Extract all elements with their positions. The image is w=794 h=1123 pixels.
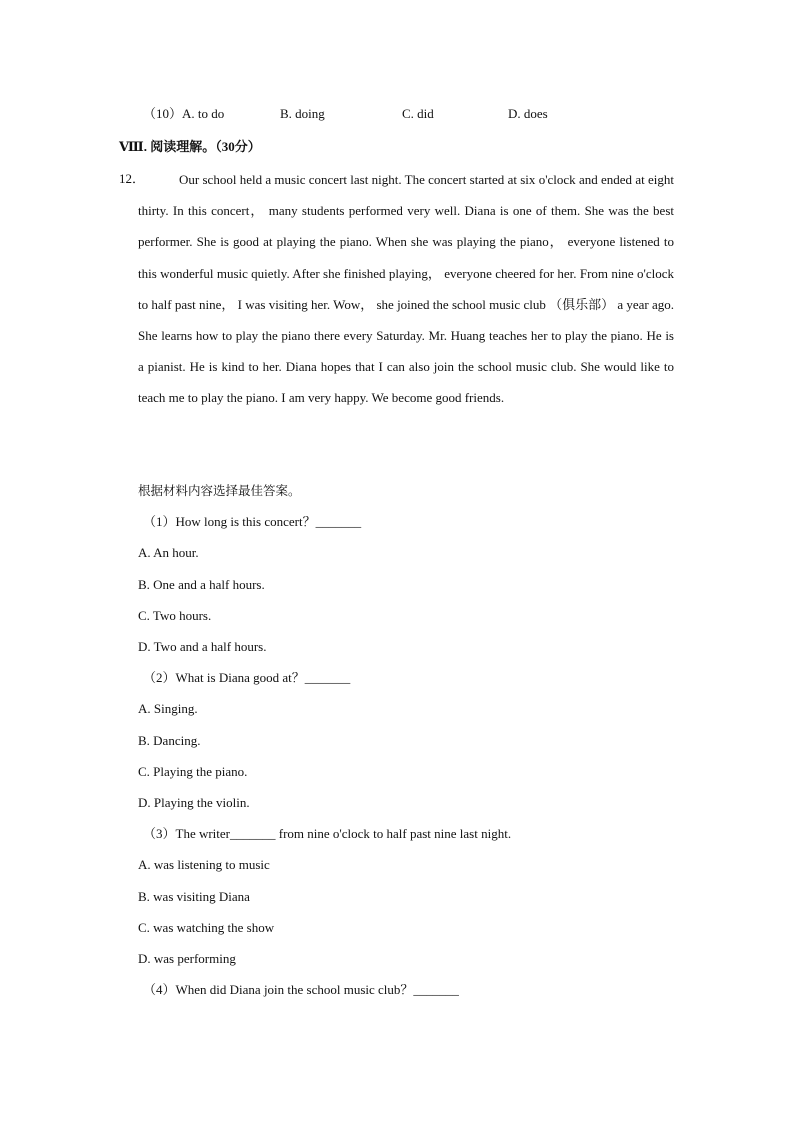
question-2-stem: （2）What is Diana good at？_______	[143, 670, 351, 685]
prev-question-number-and-option-a	[143, 106, 224, 122]
option-a: A. to do	[182, 106, 225, 121]
prev-question-number: （10）	[143, 106, 183, 121]
instruction: 根据材料内容选择最佳答案。	[138, 483, 301, 498]
section-title: Ⅷ. 阅读理解。（30分）	[119, 139, 261, 154]
question-number: 12．	[119, 171, 146, 186]
q2-option-c: C. Playing the piano.	[138, 764, 248, 779]
passage-text: Our school held a music concert last night. The concert started at six o'clock and ended at eight thirty. In this concert， many students performed very well. Diana is one of them. She was the best performer. She is good at playing the piano. When she was playing the piano， everyone listened to this wonderful music quietly. After she finished playing， everyone cheered for her. From nine o'clock to half past nine， I was visiting her. Wow， she joined the school music club （俱乐部） a year ago. She learns how to play the piano there every Saturday. Mr. Huang teaches her to play the piano. He is a pianist. He is kind to her. Diana hopes that I can also join the school music club. She would like to teach me to play the piano. I am very happy. We become good friends.	[138, 172, 674, 406]
q3-option-c: C. was watching the show	[138, 920, 275, 935]
option-c: C. did	[402, 106, 434, 121]
q3-option-d: D. was performing	[138, 951, 236, 966]
reading-passage	[138, 164, 674, 414]
q3-option-a: A. was listening to music	[138, 857, 270, 872]
q2-option-d: D. Playing the violin.	[138, 795, 250, 810]
q2-option-b: B. Dancing.	[138, 733, 201, 748]
q1-option-c: C. Two hours.	[138, 608, 212, 623]
question-4-stem: （4）When did Diana join the school music club？_______	[143, 982, 459, 997]
q3-option-b: B. was visiting Diana	[138, 889, 250, 904]
question-1-stem: （1）How long is this concert？_______	[143, 514, 362, 529]
q1-option-d: D. Two and a half hours.	[138, 639, 267, 654]
q1-option-a: A. An hour.	[138, 545, 199, 560]
question-3-stem: （3）The writer_______ from nine o'clock to half past nine last night.	[143, 826, 512, 841]
q1-option-b: B. One and a half hours.	[138, 577, 265, 592]
option-d: D. does	[508, 106, 548, 121]
option-b: B. doing	[280, 106, 325, 121]
q2-option-a: A. Singing.	[138, 701, 198, 716]
